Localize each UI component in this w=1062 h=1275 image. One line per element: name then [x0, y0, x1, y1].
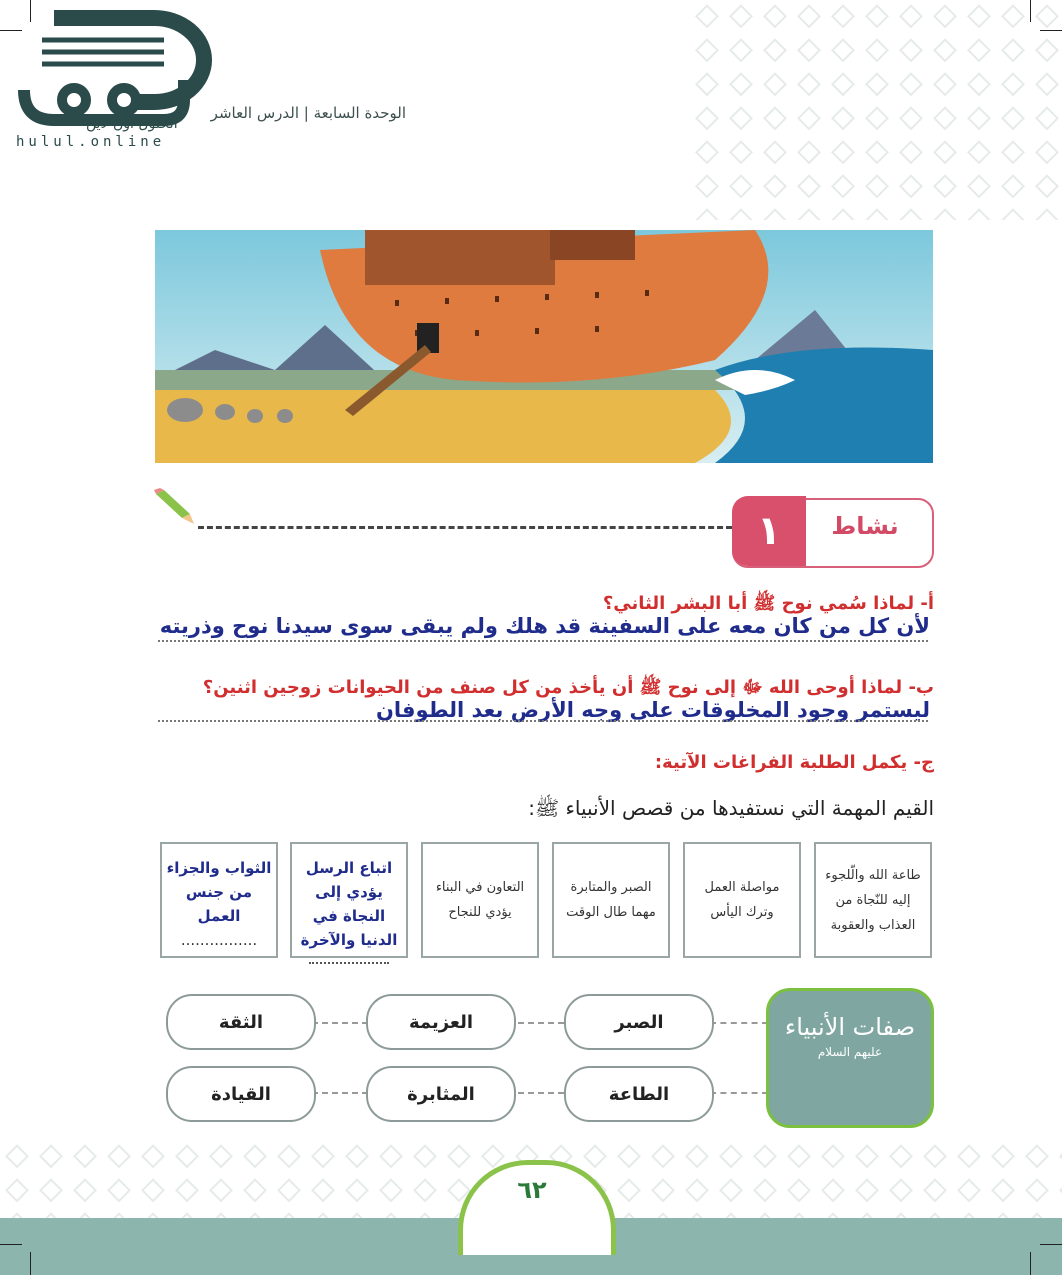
answer-a[interactable]: لأن كل من كان معه على السفينة قد هلك ولم يبقى سوى سيدنا نوح وذريته	[159, 614, 930, 638]
answer-line	[158, 640, 928, 642]
value-box: مواصلة العمل وترك اليأس	[683, 842, 801, 958]
value-box: طاعة الله والّلجوء إليه للنّجاة من العذاب والعقوبة	[814, 842, 932, 958]
crop-mark	[1040, 30, 1062, 31]
instruction-c: ج- يكمل الطلبة الفراغات الآتية:	[654, 752, 934, 773]
question-b: ب- لماذا أوحى الله ﷻ إلى نوح ﷺ أن يأخذ من كل صنف من الحيوانات زوجين اثنين؟	[202, 677, 934, 698]
connector	[710, 1022, 768, 1024]
question-a: أ- لماذا سُمي نوح ﷺ أبا البشر الثاني؟	[602, 593, 934, 614]
pencil-icon	[152, 488, 198, 528]
trait-determination: العزيمة	[366, 994, 516, 1050]
noah-ark-illustration	[155, 230, 933, 463]
connector	[312, 1022, 368, 1024]
values-intro: القيم المهمة التي نستفيدها من قصص الأنبياء ﷺ:	[528, 796, 934, 820]
crop-mark	[1030, 1252, 1031, 1275]
blank-placeholder: ................	[180, 931, 258, 949]
activity-number: ١	[732, 496, 806, 566]
connector	[508, 1092, 564, 1094]
trait-obedience: الطاعة	[564, 1066, 714, 1122]
center-honorific: عليهم السلام	[817, 1045, 883, 1059]
logo-text-english: hulul.online	[16, 134, 166, 150]
trait-patience: الصبر	[564, 994, 714, 1050]
crop-mark	[30, 0, 31, 22]
trait-perseverance: المثابرة	[366, 1066, 516, 1122]
trait-trust: الثقة	[166, 994, 316, 1050]
connector	[710, 1092, 768, 1094]
connector	[312, 1092, 368, 1094]
activity-label: نشاط	[831, 512, 899, 540]
dashed-divider	[198, 526, 732, 529]
answer-line	[158, 720, 928, 722]
background-pattern	[690, 0, 1062, 220]
crop-mark	[0, 1244, 22, 1245]
value-box-filled[interactable]	[160, 842, 278, 958]
value-box-filled[interactable]	[290, 842, 408, 958]
page-number: ٦٢	[517, 1176, 547, 1204]
crop-mark	[30, 1252, 31, 1275]
value-box-answer: الثواب والجزاء من جنس العمل	[166, 859, 272, 925]
connector	[508, 1022, 564, 1024]
value-box: التعاون في البناء يؤدي للنجاح	[421, 842, 539, 958]
breadcrumb: الوحدة السابعة | الدرس العاشر	[210, 104, 406, 122]
value-box-answer: اتباع الرسل يؤدي إلى النجاة في الدنيا والآخرة	[300, 859, 398, 949]
answer-b[interactable]: ليستمر وجود المخلوقات على وجه الأرض بعد الطوفان	[375, 698, 930, 722]
logo-text-arabic: الحلول اون لاين	[86, 116, 178, 132]
crop-mark	[1040, 1244, 1062, 1245]
prophets-traits-center	[766, 988, 934, 1128]
crop-mark	[1030, 0, 1031, 22]
center-title: صفات الأنبياء	[784, 1013, 916, 1041]
trait-leadership: القيادة	[166, 1066, 316, 1122]
blank-line	[309, 952, 389, 964]
value-box: الصبر والمتابرة مهما طال الوقت	[552, 842, 670, 958]
crop-mark	[0, 30, 22, 31]
